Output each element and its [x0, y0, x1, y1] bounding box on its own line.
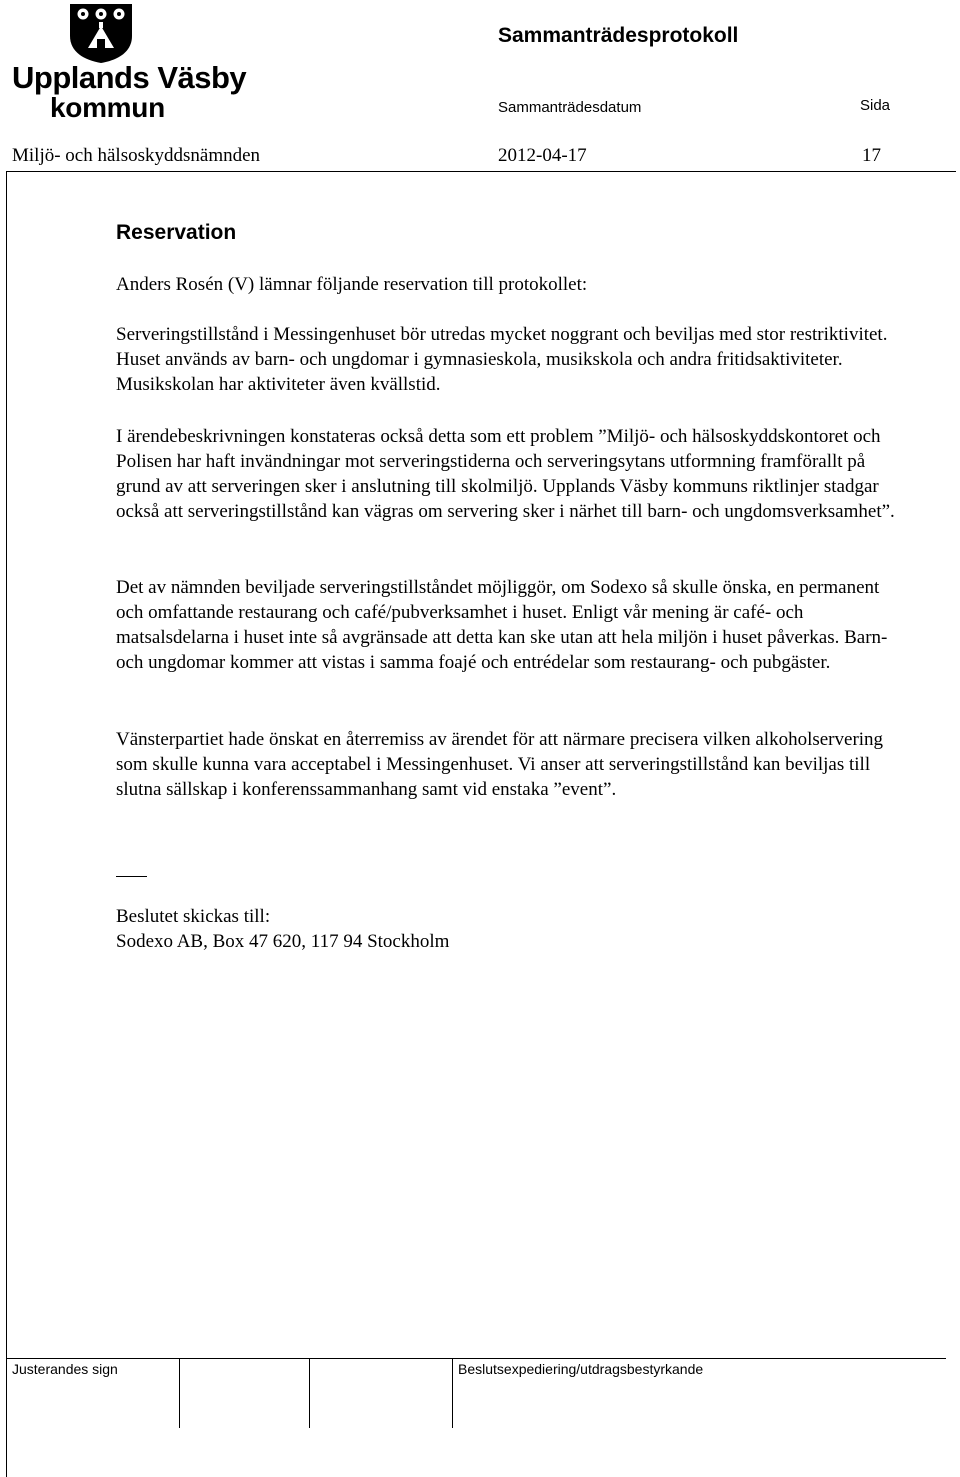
distribution-recipient: Sodexo AB, Box 47 620, 117 94 Stockholm — [116, 931, 450, 952]
document-type: Sammanträdesprotokoll — [498, 24, 739, 47]
meeting-date-label: Sammanträdesdatum — [498, 99, 642, 116]
header-divider — [6, 171, 956, 172]
signature-box-divider — [179, 1358, 180, 1428]
logo-text-line1: Upplands Väsby — [12, 60, 247, 95]
page-label: Sida — [860, 97, 891, 114]
page-number: 17 — [862, 145, 881, 166]
section-heading: Reservation — [116, 221, 237, 244]
dispatch-label: Beslutsexpediering/utdragsbestyrkande — [458, 1361, 704, 1377]
paragraph: Anders Rosén (V) lämnar följande reservation till protokollet: — [116, 274, 588, 295]
paragraph: I ärendebeskrivningen konstateras också detta som ett problem ”Miljö- och hälsoskyddskontoret och Polisen har haft invändningar mot serveringstiderna och serveringsytans utformning framförallt på grund av att serveringen sker i anslutning till skolmiljö. Upplands Väsby kommuns riktlinjer stadgar också att serveringstillstånd kan vägras om servering sker i närhet till barn- och ungdomsverksamhet”. — [116, 426, 895, 522]
meeting-date: 2012-04-17 — [498, 145, 587, 166]
distribution-label: Beslutet skickas till: — [116, 906, 271, 927]
logo-text-line2: kommun — [50, 92, 165, 123]
signature-label: Justerandes sign — [12, 1361, 118, 1377]
municipality-logo — [8, 2, 247, 124]
signature-box-divider — [309, 1358, 310, 1428]
footer-divider — [6, 1358, 946, 1359]
paragraph: Vänsterpartiet hade önskat en återremiss av ärendet för att närmare precisera vilken alkoholservering som skulle kunna vara acceptabel i Messingenhuset. Vi anser att serveringstillstånd kan beviljas till slutna sällskap i konferenssammanhang samt vid enstaka ”event”. — [116, 729, 884, 800]
separator-line — [116, 876, 147, 877]
paragraph: Serveringstillstånd i Messingenhuset bör utredas mycket noggrant och beviljas med stor restriktivitet. Huset används av barn- och ungdomar i gymnasieskola, musikskola och andra fritidsaktiviteter. Musikskolan har aktiviteter även kvällstid. — [116, 324, 888, 395]
paragraph: Det av nämnden beviljade serveringstillståndet möjliggör, om Sodexo så skulle önska, en permanent och omfattande restaurang och café/pubverksamhet i huset. Enligt vår mening är café- och matsalsdelarna i huset inte så avgränsade att detta kan ske utan att hela miljön i huset påverkas. Barn- och ungdomar kommer att vistas i samma foajé och entrédelar som restaurang- och pubgäster. — [116, 577, 888, 673]
coat-of-arms-icon — [68, 2, 134, 64]
signature-box-divider — [452, 1358, 453, 1428]
committee-name: Miljö- och hälsoskyddsnämnden — [12, 145, 261, 166]
left-margin-rule — [6, 171, 7, 1477]
